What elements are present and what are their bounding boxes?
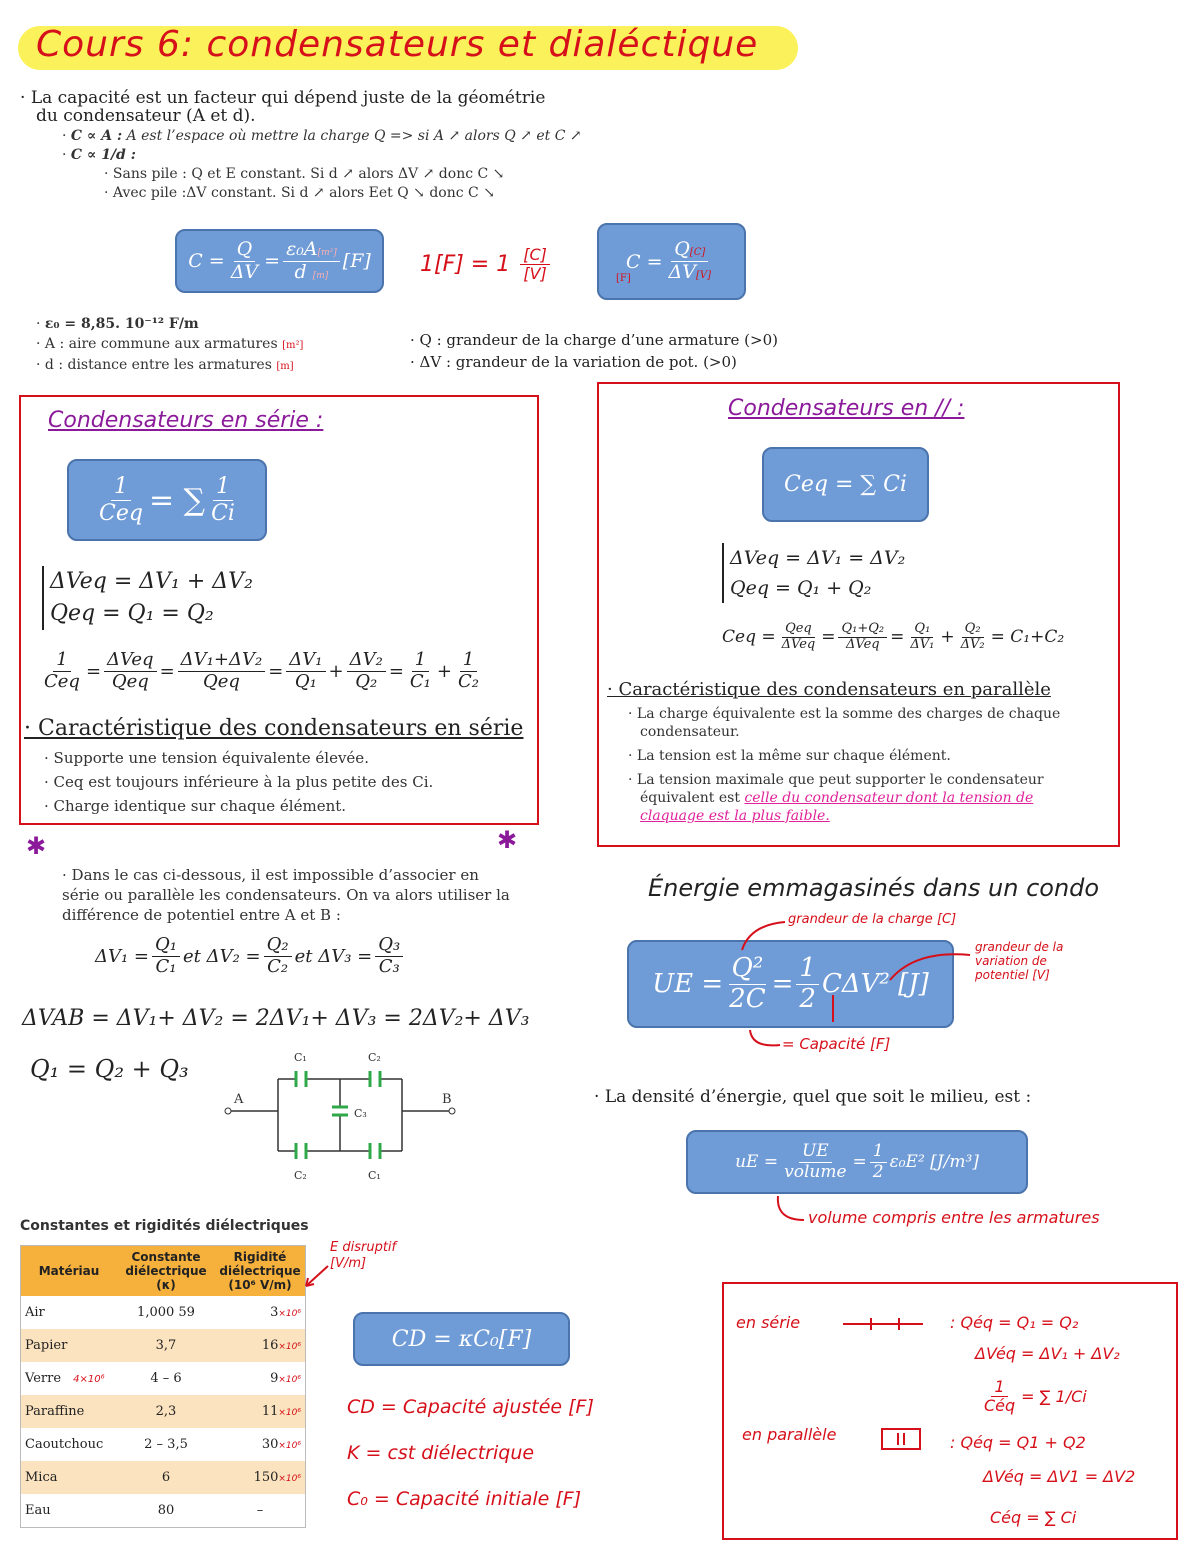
charge-equation: Q₁ = Q₂ + Q₃ — [30, 1055, 189, 1083]
cd-definitions: CD = Capacité ajustée [F] K = cst diélectrique C₀ = Capacité initiale [F] — [347, 1396, 594, 1510]
table-row: Eau 80 – — [25, 1503, 264, 1518]
intro-line1: · La capacité est un facteur qui dépend juste de la géométrie — [20, 88, 546, 108]
table-header: Constante diélectrique (κ) — [117, 1246, 215, 1296]
table-row: Air 1,000 59 3×10⁶ — [25, 1305, 301, 1320]
series-chain: $\frac{1}{\text{Ceq}}$ = $\frac{\text{ΔVeq}}{\text{Qeq}}$ = $\frac{\text{ΔV₁+ΔV₂}}{\text{Qeq}}$ = $\frac{\text{ΔV₁}}{\text{Q₁}}$ + $\frac{\text{ΔV₂}}{\text{Q₂}}$ = $\frac{1}{\text{C₁}}$ + $\frac{1}{\text{C₂}}$ — [44, 649, 479, 692]
summary-s2: ΔVéq = ΔV₁ + ΔV₂ — [975, 1344, 1120, 1363]
series-item-2: · Ceq est toujours inférieure à la plus petite des Ci. — [44, 773, 434, 791]
def-eps0: · ε₀ = 8,85. 10⁻¹² F/m — [36, 316, 199, 332]
parallel-system: ΔVeq = ΔV₁ = ΔV₂ Qeq = Q₁ + Q₂ — [722, 543, 905, 603]
series-carac-list — [44, 746, 433, 818]
farad-unit-note: 1[F] = 1 $\frac{[C]}{[V]}$ — [420, 246, 553, 284]
annotation-e-disruptif: E disruptif [V/m] — [330, 1240, 397, 1271]
series-formula-box: $\frac{1}{\text{Ceq}}$ = ∑ $\frac{1}{Ci}$ — [67, 459, 267, 541]
star-icon: ✱ — [26, 832, 47, 860]
parallel-symbol — [876, 1425, 926, 1453]
dielectric-table — [20, 1245, 306, 1528]
series-heading: Condensateurs en série : — [48, 408, 324, 433]
density-formula-box: uE = $\frac{UE}{\text{volume}}$ = $\frac{1}{2}$ ε₀E² [J/m³] — [686, 1130, 1028, 1194]
intro-sub1: · C ∝ A : A est l’espace où mettre la charge Q => si A ↗ alors Q ↗ et C ↗ — [62, 128, 582, 144]
page-title: Cours 6: condensateurs et dialéctique — [36, 24, 759, 65]
cd-formula-box: CD = κC₀[F] — [353, 1312, 570, 1366]
parallel-item-3: · La tension maximale que peut supporter le condensateur équivalent est celle du condensateur dont la tension de claquage est la plus faible. — [628, 772, 1044, 824]
series-item-1: · Supporte une tension équivalente élevée. — [44, 749, 369, 767]
parallel-chain: Ceq = $\frac{\text{Qeq}}{\text{ΔVeq}}$ = $\frac{\text{Q₁+Q₂}}{\text{ΔVeq}}$ = $\frac{\text{Q₁}}{\text{ΔV₁}}$ + $\frac{\text{Q₂}}{\text{ΔV₂}}$ = C₁+C₂ — [722, 621, 1065, 652]
annotation-capacite: = Capacité [F] — [782, 1035, 891, 1053]
intro-sub2: · C ∝ 1/d : — [62, 147, 136, 163]
c2-bottom-label: C₂ — [294, 1169, 307, 1182]
def-a: · A : aire commune aux armatures [m²] — [36, 336, 304, 352]
summary-p2: ΔVéq = ΔV1 = ΔV2 — [983, 1467, 1136, 1486]
table-row: Papier 3,7 16×10⁶ — [21, 1329, 305, 1362]
intro-line2: du condensateur (A et d). — [36, 106, 256, 126]
special-dv-equations: ΔV₁ = $\frac{\text{Q₁}}{\text{C₁}}$ et ΔV₂ = $\frac{\text{Q₂}}{\text{C₂}}$ et ΔV₃ = $\frac{\text{Q₃}}{\text{C₃}}$ — [95, 935, 406, 977]
node-a-label: A — [234, 1092, 244, 1107]
parallel-item-1: · La charge équivalente est la somme des charges de chaque condensateur. — [628, 706, 1061, 740]
circuit-diagram — [220, 1045, 470, 1185]
c1-top-label: C₁ — [294, 1051, 307, 1064]
table-title: Constantes et rigidités diélectriques — [20, 1218, 309, 1234]
intro-sub2b: · Avec pile :ΔV constant. Si d ↗ alors Eet Q ↘ donc C ↘ — [104, 185, 495, 201]
summary-p1: : Qéq = Q1 + Q2 — [950, 1433, 1086, 1452]
series-system: ΔVeq = ΔV₁ + ΔV₂ Qeq = Q₁ = Q₂ — [42, 566, 253, 630]
density-text: · La densité d’énergie, quel que soit le milieu, est : — [594, 1087, 1032, 1107]
summary-serie-label: en série — [736, 1313, 801, 1332]
parallel-heading: Condensateurs en // : — [728, 396, 965, 421]
c3-label: C₃ — [354, 1107, 367, 1120]
parallel-formula-box: Ceq = ∑ Ci — [762, 447, 929, 522]
table-row: Caoutchouc 2 – 3,5 30×10⁶ — [25, 1437, 301, 1452]
c2-top-label: C₂ — [368, 1051, 381, 1064]
special-text: · Dans le cas ci-dessous, il est impossible d’associer en série ou parallèle les condensateurs. On va alors utiliser la différence de potentiel entre A et B : — [62, 866, 510, 924]
def-d: · d : distance entre les armatures [m] — [36, 357, 294, 373]
summary-p3: Céq = ∑ Ci — [990, 1508, 1077, 1527]
annotation-charge: grandeur de la charge [C] — [788, 912, 957, 927]
table-header: Matériau — [21, 1246, 117, 1296]
energy-formula-box: UE = $\frac{\text{Q²}}{2C}$ = $\frac{1}{2}$ CΔV² [J] — [627, 940, 954, 1028]
table-row: Verre 4×10⁶ 4 – 6 9×10⁶ — [25, 1371, 301, 1386]
parallel-carac-list — [628, 705, 1098, 825]
node-b-label: B — [442, 1092, 452, 1107]
serie-symbol — [843, 1316, 923, 1332]
parallel-item-2: · La tension est la même sur chaque élément. — [628, 748, 951, 764]
table-row: Paraffine 2,3 11×10⁶ — [21, 1395, 305, 1428]
series-carac-title: · Caractéristique des condensateurs en série — [24, 716, 524, 741]
summary-para-label: en parallèle — [742, 1425, 837, 1444]
summary-s3: $\frac{1}{\text{Céq}}$ = ∑ 1/Ci — [984, 1377, 1087, 1416]
energy-heading: Énergie emmagasinés dans un condo — [648, 874, 1100, 902]
intro-sub2a: · Sans pile : Q et E constant. Si d ↗ alors ΔV ↗ donc C ↘ — [104, 166, 505, 182]
def-dv: · ΔV : grandeur de la variation de pot. (>0) — [410, 353, 737, 371]
table-row: Mica 6 150×10⁶ — [21, 1461, 305, 1494]
annotation-tension: grandeur de la variation de potentiel [V] — [975, 940, 1064, 982]
dvab-equation: ΔVAB = ΔV₁+ ΔV₂ = 2ΔV₁+ ΔV₃ = 2ΔV₂+ ΔV₃ — [22, 1006, 530, 1031]
c1-bottom-label: C₁ — [368, 1169, 381, 1182]
capacity-simple-box: C = [F] $\frac{Q[C]}{\Delta V[V]}$ — [597, 223, 746, 300]
annotation-volume: volume compris entre les armatures — [808, 1208, 1100, 1227]
def-q: · Q : grandeur de la charge d’une armature (>0) — [410, 331, 779, 349]
table-header: Rigidité diélectrique (10⁶ V/m) — [215, 1246, 305, 1296]
volume-arrow — [770, 1194, 810, 1234]
parallel-carac-title: · Caractéristique des condensateurs en parallèle — [607, 679, 1051, 700]
series-item-3: · Charge identique sur chaque élément. — [44, 797, 347, 815]
table-arrow — [302, 1262, 332, 1292]
star-icon: ✱ — [497, 826, 518, 854]
capacity-formula-box: C = $\frac{Q}{\Delta V}$ = $\frac{\text{ε₀A[m²]}}{d [m]}$ [F] — [175, 229, 384, 293]
summary-s1: : Qéq = Q₁ = Q₂ — [950, 1313, 1079, 1332]
